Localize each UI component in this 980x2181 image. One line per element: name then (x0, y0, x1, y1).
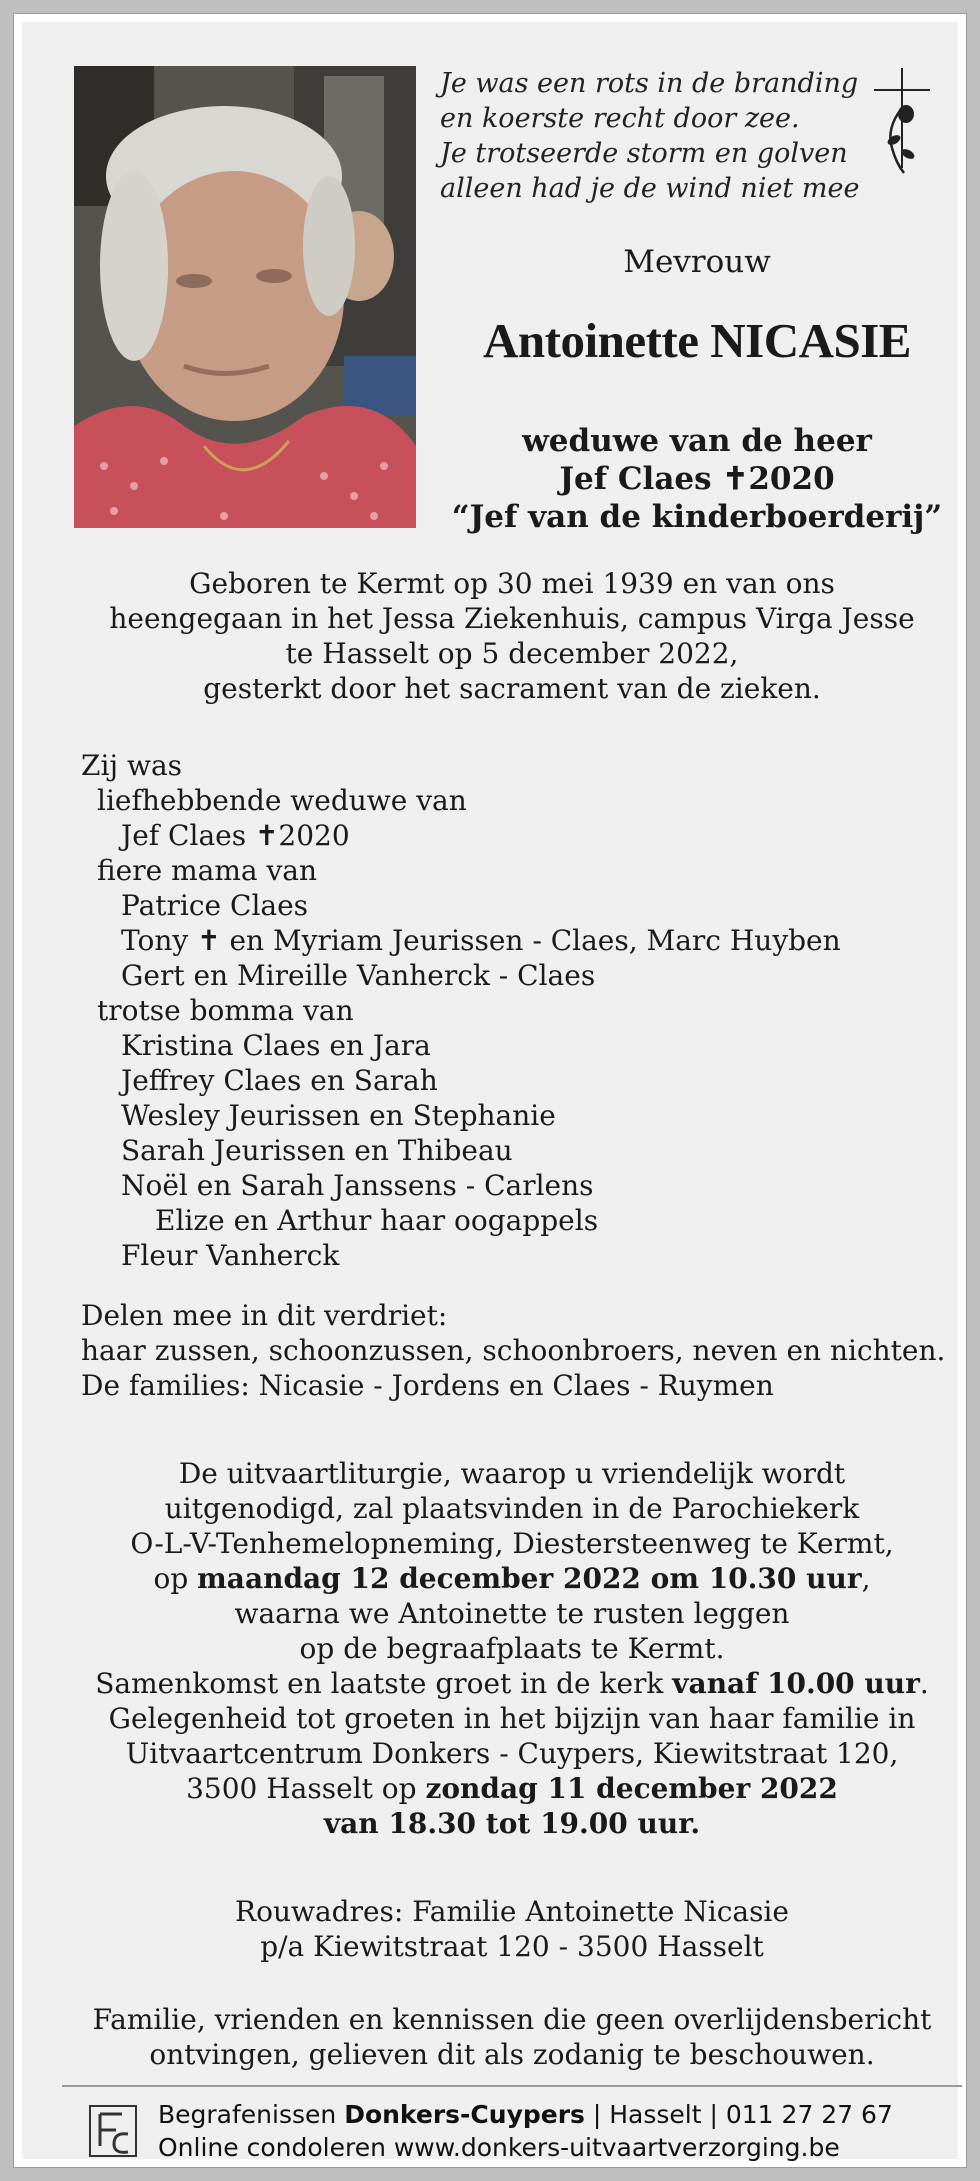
funeral-details (62, 1456, 962, 1841)
text-line: ontvingen, gelieven dit als zodanig te beschouwen. (149, 2038, 875, 2071)
portrait-illustration (74, 66, 416, 528)
text-line (62, 1561, 962, 1596)
footer (88, 2098, 968, 2168)
text-line: gesterkt door het sacrament van de zieken. (203, 672, 821, 705)
portrait-photo (74, 66, 416, 528)
family-line: Elize en Arthur haar oogappels (155, 1204, 599, 1237)
text-line: Geboren te Kermt op 30 mei 1939 en van ons (189, 567, 835, 600)
funeral-home-logo-icon (88, 2104, 138, 2158)
text-segment: , (861, 1562, 871, 1595)
text-line: O-L-V-Tenhemelopneming, Diestersteenweg te Kermt, (130, 1527, 894, 1560)
poem-line: Je was een rots in de branding (440, 68, 859, 99)
family-line: Sarah Jeurissen en Thibeau (121, 1134, 513, 1167)
text-line: Familie, vrienden en kennissen die geen overlijdensbericht (92, 2003, 932, 2036)
text-line: waarna we Antoinette te rusten leggen (234, 1597, 790, 1630)
mourning-address (62, 1894, 962, 1964)
text-segment: op (153, 1562, 198, 1595)
family-line: Kristina Claes en Jara (121, 1029, 431, 1062)
family-line: Patrice Claes (121, 889, 309, 922)
text-line (62, 1806, 962, 1841)
text-line: p/a Kiewitstraat 120 - 3500 Hasselt (260, 1930, 764, 1963)
poem-line: Je trotseerde storm en golven (440, 138, 848, 169)
family-line: trotse bomma van (97, 994, 354, 1027)
text-segment: Begrafenissen (158, 2100, 345, 2129)
text-line: Uitvaartcentrum Donkers - Cuypers, Kiewitstraat 120, (125, 1737, 899, 1770)
family-line: Tony ✝ en Myriam Jeurissen - Claes, Marc Huyben (121, 924, 841, 957)
family-list (81, 748, 961, 1273)
widow-of (432, 422, 962, 536)
widow-line: Jef Claes ✝2020 (559, 461, 835, 497)
text-line: heengegaan in het Jessa Ziekenhuis, campus Virga Jesse (109, 602, 915, 635)
text-line: Delen mee in dit verdriet: (81, 1299, 448, 1332)
text-line: op de begraafplaats te Kermt. (299, 1632, 725, 1665)
text-line: haar zussen, schoonzussen, schoonbroers, neven en nichten. (81, 1334, 946, 1367)
notice-text (62, 2002, 962, 2072)
gathering-time: vanaf 10.00 uur (672, 1667, 920, 1700)
family-line: Jef Claes ✝2020 (121, 819, 350, 852)
poem-line: en koerste recht door zee. (440, 103, 800, 134)
text-line: De families: Nicasie - Jordens en Claes - Ruymen (81, 1369, 774, 1402)
text-line: Rouwadres: Familie Antoinette Nicasie (235, 1895, 789, 1928)
deceased-name: Antoinette NICASIE (483, 313, 911, 368)
text-line: te Hasselt op 5 december 2022, (285, 637, 739, 670)
widow-line: “Jef van de kinderboerderij” (451, 499, 943, 535)
text-line (62, 1666, 962, 1701)
shared-grief (81, 1298, 961, 1403)
text-segment: 3500 Hasselt op (186, 1772, 426, 1805)
text-segment: . (919, 1667, 929, 1700)
family-line: Jeffrey Claes en Sarah (121, 1064, 438, 1097)
text-segment: | Hasselt | 011 27 27 67 (584, 2100, 893, 2129)
funeral-home-name: Donkers-Cuypers (344, 2100, 585, 2129)
family-line: Wesley Jeurissen en Stephanie (121, 1099, 556, 1132)
text-line: uitgenodigd, zal plaatsvinden in de Parochiekerk (164, 1492, 860, 1525)
poem (440, 66, 859, 206)
poem-line: alleen had je de wind niet mee (440, 173, 860, 204)
cross-rose-icon (874, 68, 930, 182)
family-line: Noël en Sarah Janssens - Carlens (121, 1169, 594, 1202)
text-line (62, 1771, 962, 1806)
text-line: De uitvaartliturgie, waarop u vriendelijk wordt (178, 1457, 846, 1490)
text-segment: Samenkomst en laatste groet in de kerk (95, 1667, 673, 1700)
obituary-card (14, 14, 966, 2167)
family-line: Zij was (81, 749, 183, 782)
condolence-link[interactable]: Online condoleren www.donkers-uitvaartverzorging.be (158, 2133, 840, 2162)
salutation: Mevrouw (623, 244, 771, 280)
family-line: fiere mama van (97, 854, 318, 887)
visitation-date: zondag 11 december 2022 (425, 1772, 838, 1805)
widow-line: weduwe van de heer (522, 423, 872, 459)
footer-divider (62, 2085, 962, 2087)
text-line: Gelegenheid tot groeten in het bijzijn van haar familie in (108, 1702, 916, 1735)
footer-line (158, 2098, 893, 2131)
family-line: Fleur Vanherck (121, 1239, 340, 1272)
funeral-date: maandag 12 december 2022 om 10.30 uur (197, 1562, 862, 1595)
visitation-time: van 18.30 tot 19.00 uur. (323, 1807, 701, 1840)
birth-death-text (62, 566, 962, 706)
family-line: Gert en Mireille Vanherck - Claes (121, 959, 596, 992)
family-line: liefhebbende weduwe van (97, 784, 467, 817)
footer-text (158, 2098, 893, 2164)
